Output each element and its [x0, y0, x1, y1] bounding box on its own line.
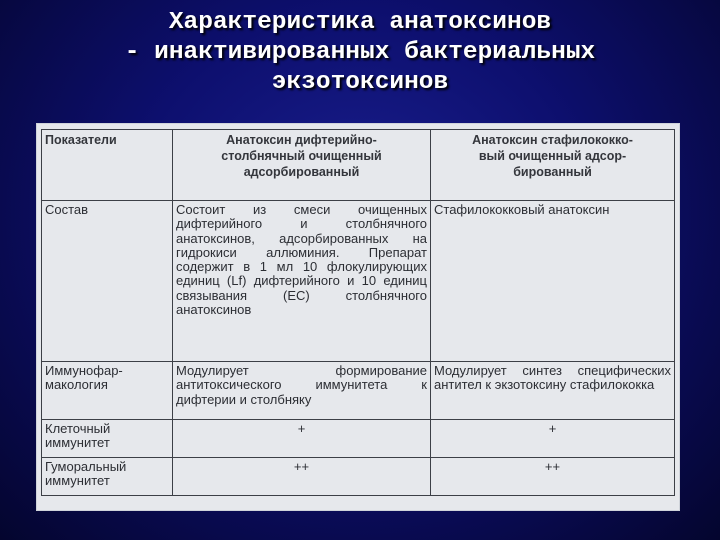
- title-line-2: - инактивированных бактериальных: [124, 39, 596, 66]
- table-row: [42, 362, 675, 420]
- table-row: [42, 420, 675, 458]
- cell-staphylococcal: ++: [431, 458, 675, 496]
- table-row: [42, 458, 675, 496]
- title-line-1: Характеристика анатоксинов: [168, 9, 552, 36]
- header-staphylococcal-toxoid: Анатоксин стафилококко- вый очищенный адсор- бированный: [431, 130, 675, 201]
- cell-diphtheria-tetanus: Модулирует формирование антитоксического иммунитета к дифтерии и столбняку: [173, 362, 431, 420]
- title-line-3: экзотоксинов: [271, 69, 449, 96]
- row-indicator: Состав: [42, 201, 173, 362]
- slide-title: [0, 8, 720, 98]
- toxoid-table: [41, 129, 675, 496]
- cell-diphtheria-tetanus: +: [173, 420, 431, 458]
- row-indicator: Гуморальный иммунитет: [42, 458, 173, 496]
- cell-diphtheria-tetanus: ++: [173, 458, 431, 496]
- cell-staphylococcal: Модулирует синтез специфических антител к экзотоксину стафилококка: [431, 362, 675, 420]
- row-indicator: Клеточный иммунитет: [42, 420, 173, 458]
- table-header-row: [42, 130, 675, 201]
- cell-staphylococcal: +: [431, 420, 675, 458]
- cell-staphylococcal: Стафилококковый анатоксин: [431, 201, 675, 362]
- cell-diphtheria-tetanus: Состоит из смеси очищенных дифтерийного и столбнячного анатоксинов, адсорбированных на гидрокиси аллюминия. Препарат содержит в 1 мл 10 флокулирующих единиц (Lf) дифтерийного и 10 единиц связывания (ЕС) столбнячного анатоксинов: [173, 201, 431, 362]
- row-indicator: Иммунофар- макология: [42, 362, 173, 420]
- header-indicators: Показатели: [42, 130, 173, 201]
- table-row: [42, 201, 675, 362]
- scanned-table-image: [37, 124, 679, 510]
- header-diphtheria-tetanus-toxoid: Анатоксин дифтерийно- столбнячный очищенный адсорбированный: [173, 130, 431, 201]
